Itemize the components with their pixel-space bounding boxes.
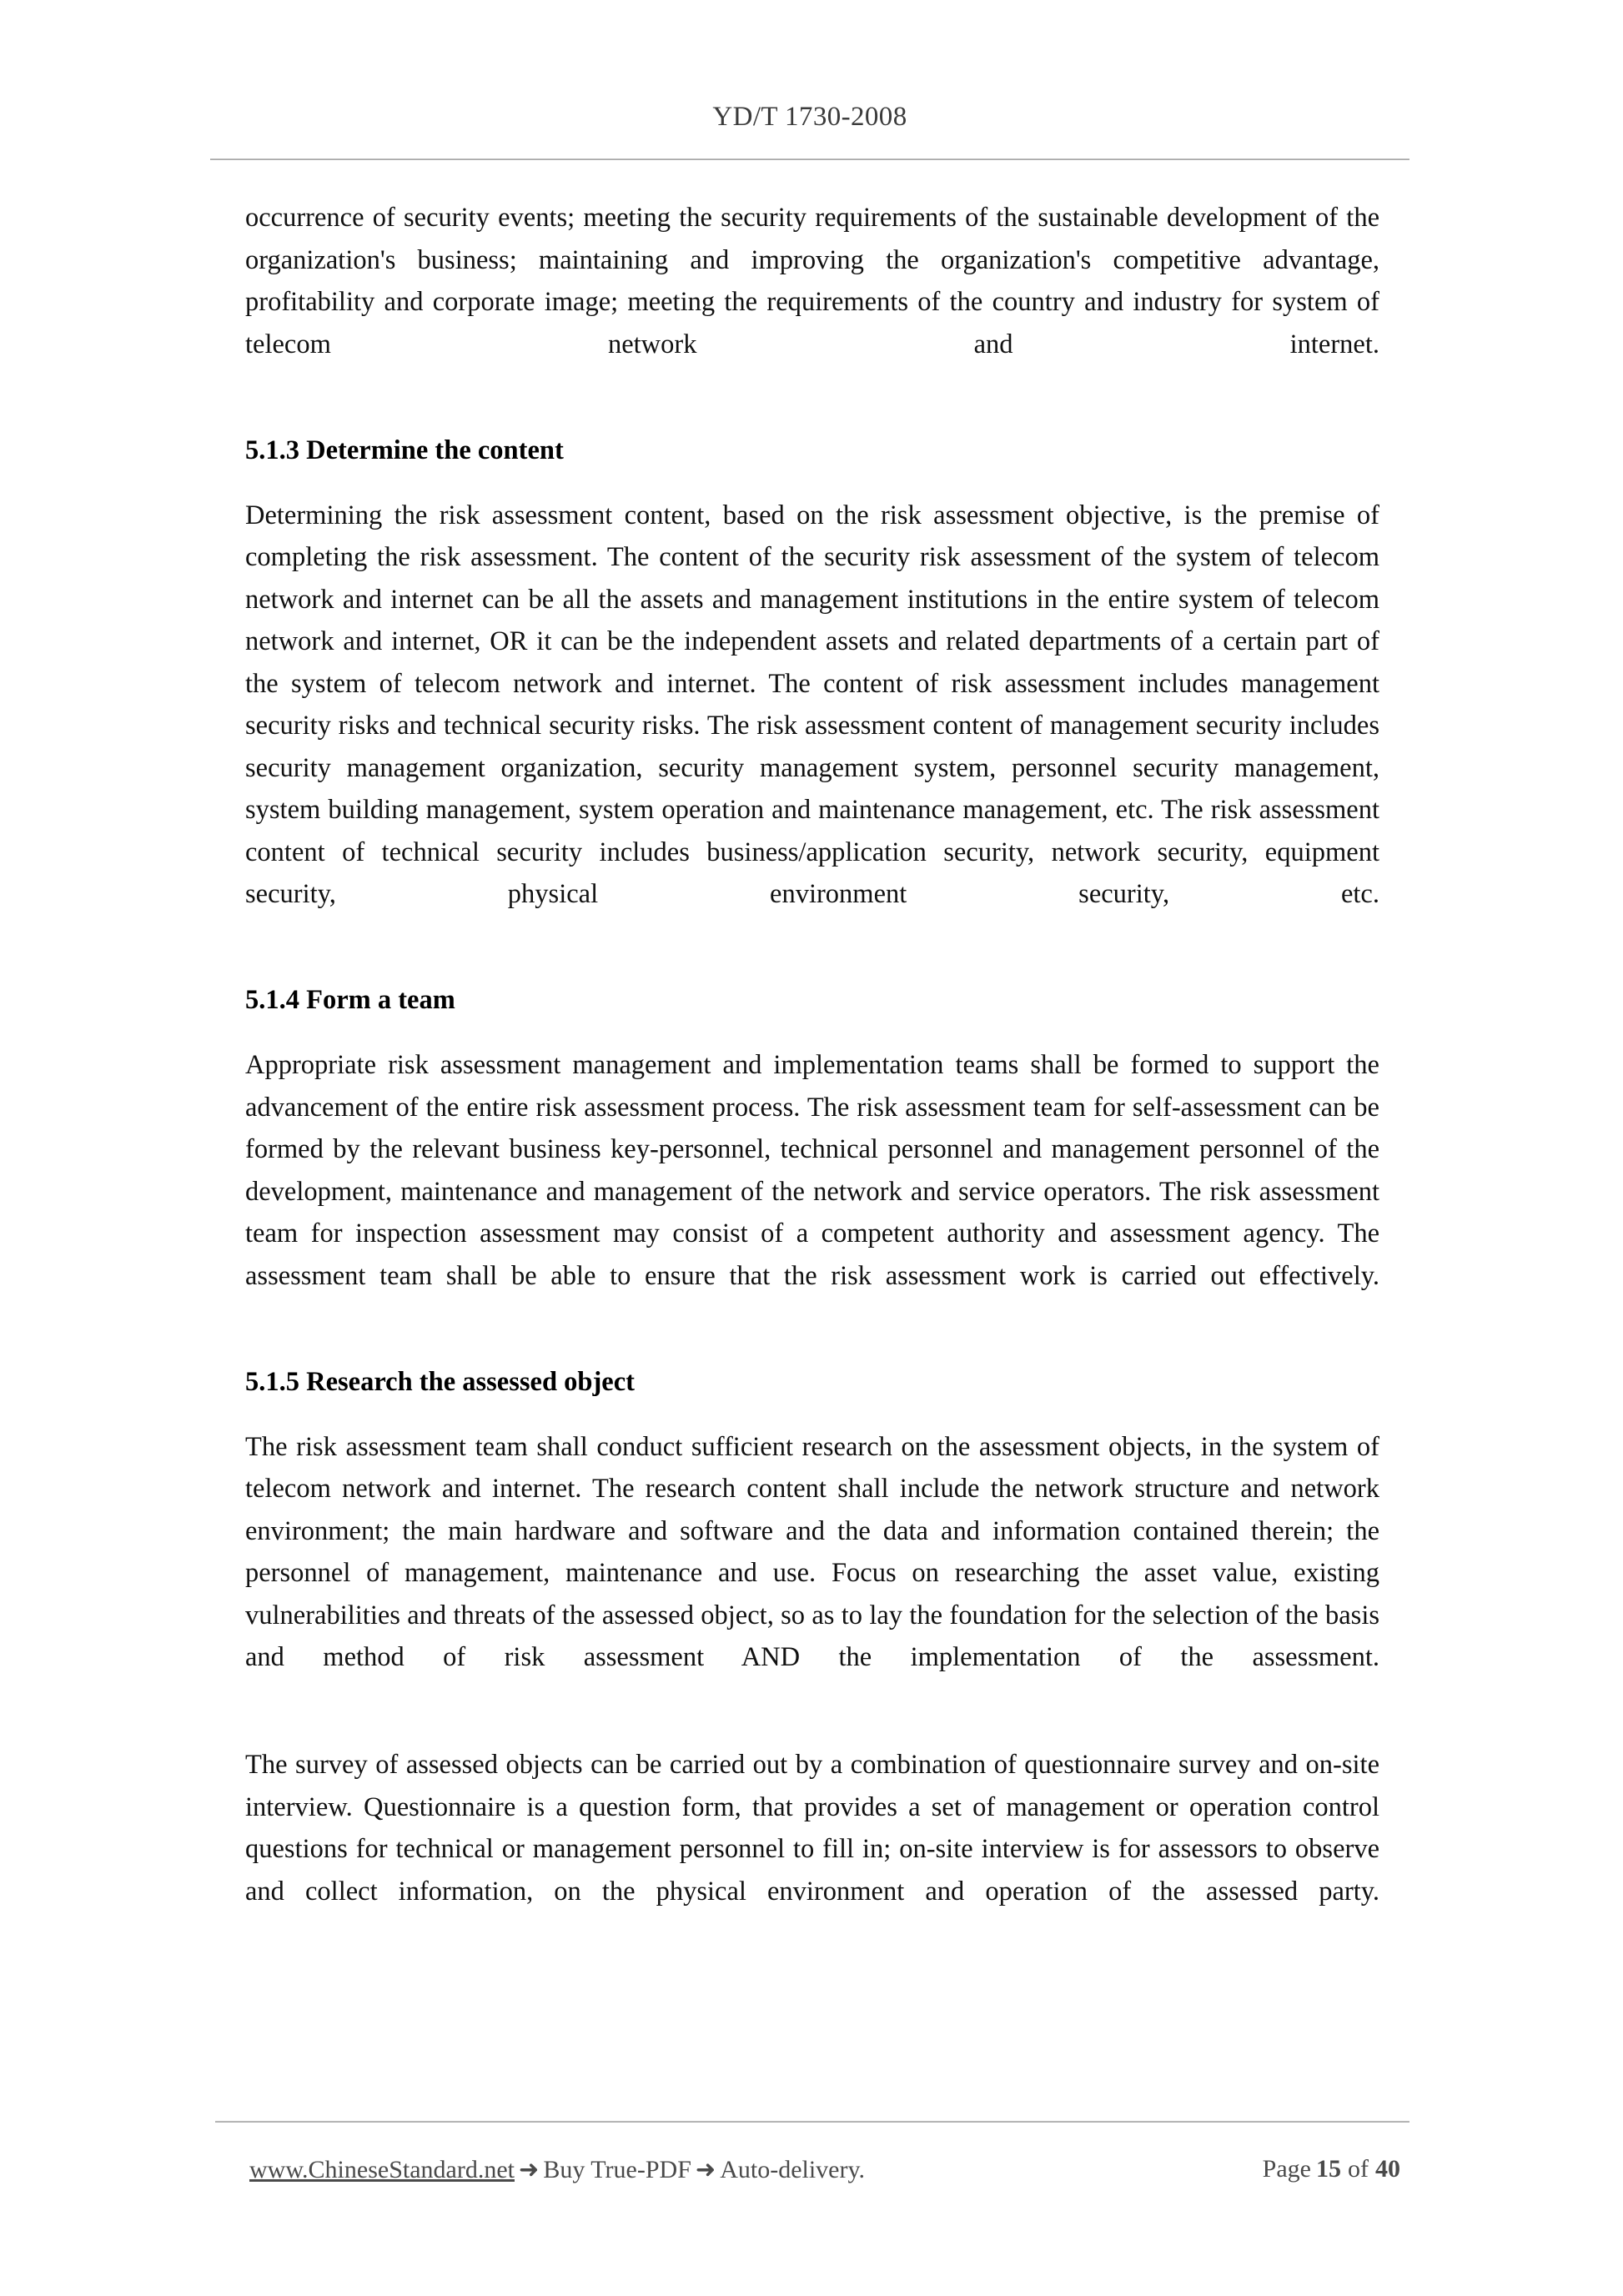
page-number-block bbox=[1263, 2150, 1405, 2188]
header-divider bbox=[210, 158, 1409, 160]
section-heading-5-1-5: 5.1.5 Research the assessed object bbox=[245, 1366, 635, 1397]
current-page-number: 15 bbox=[1316, 2155, 1341, 2183]
page-label: Page bbox=[1262, 2155, 1311, 2183]
footer-divider bbox=[215, 2121, 1409, 2123]
total-page-number: 40 bbox=[1375, 2155, 1400, 2183]
page-header bbox=[210, 102, 1409, 132]
arrow-right-icon-2: ➜ bbox=[695, 2155, 716, 2183]
chinesestandard-link[interactable]: www.ChineseStandard.net bbox=[249, 2156, 515, 2183]
section-heading-5-1-3: 5.1.3 Determine the content bbox=[245, 435, 564, 465]
paragraph-continuation: occurrence of security events; meeting the security requirements of the sustainable development of the organization's business; maintaining and improving the organization's competitive advantage, profitability and corporate image; meeting the requirements of the country and industry for system of telecom network and internet. bbox=[245, 203, 1379, 359]
standard-code-title: YD/T 1730-2008 bbox=[712, 102, 907, 132]
paragraph-5-1-4: Appropriate risk assessment management and implementation teams shall be formed to support the advancement of the entire risk assessment process. The risk assessment team for self-assessment can be formed by the relevant business key-personnel, technical personnel and management personnel of the development, maintenance and management of the network and service operators. The risk assessment team for inspection assessment may consist of a competent authority and assessment agency. The assessment team shall be able to ensure that the risk assessment work is carried out effectively. bbox=[245, 1050, 1379, 1291]
section-heading-5-1-4: 5.1.4 Form a team bbox=[245, 985, 455, 1015]
paragraph-5-1-5-first: The risk assessment team shall conduct sufficient research on the assessment objects, in the system of telecom network and internet. The research content shall include the network structure and network environment; the main hardware and software and the data and information contained therein; the personnel of management, maintenance and use. Focus on researching the asset value, existing vulnerabilities and threats of the assessed object, so as to lay the foundation for the selection of the basis and method of risk assessment AND the implementation of the assessment. bbox=[245, 1431, 1379, 1672]
paragraph-5-1-3: Determining the risk assessment content, based on the risk assessment objective, is the premise of completing the risk assessment. The content of the security risk assessment of the system of telecom network and internet can be all the assets and management institutions in the entire system of telecom network and internet, OR it can be the independent assets and related departments of a certain part of the system of telecom network and internet. The content of risk assessment includes management security risks and technical security risks. The risk assessment content of management security includes security management organization, security management system, personnel security management, system building management, system operation and maintenance management, etc. The risk assessment content of technical security includes business/application security, network security, equipment security, physical environment security, etc. bbox=[245, 500, 1379, 909]
auto-delivery-label: Auto-delivery. bbox=[720, 2156, 866, 2183]
paragraph-5-1-5-second: The survey of assessed objects can be carried out by a combination of questionnaire survey and on-site interview. Questionnaire is a question form, that provides a set of management or operation control questions for technical or management personnel to fill in; on-site interview is for assessors to observe and collect information, on the physical environment and operation of the assessed party. bbox=[245, 1750, 1379, 1907]
buy-true-pdf-label: Buy True-PDF bbox=[543, 2156, 691, 2183]
footer-promo-line bbox=[249, 2150, 865, 2189]
page-footer bbox=[215, 2150, 1409, 2200]
arrow-right-icon: ➜ bbox=[519, 2155, 540, 2183]
of-label: of bbox=[1348, 2155, 1369, 2183]
page-content bbox=[245, 197, 1379, 1978]
